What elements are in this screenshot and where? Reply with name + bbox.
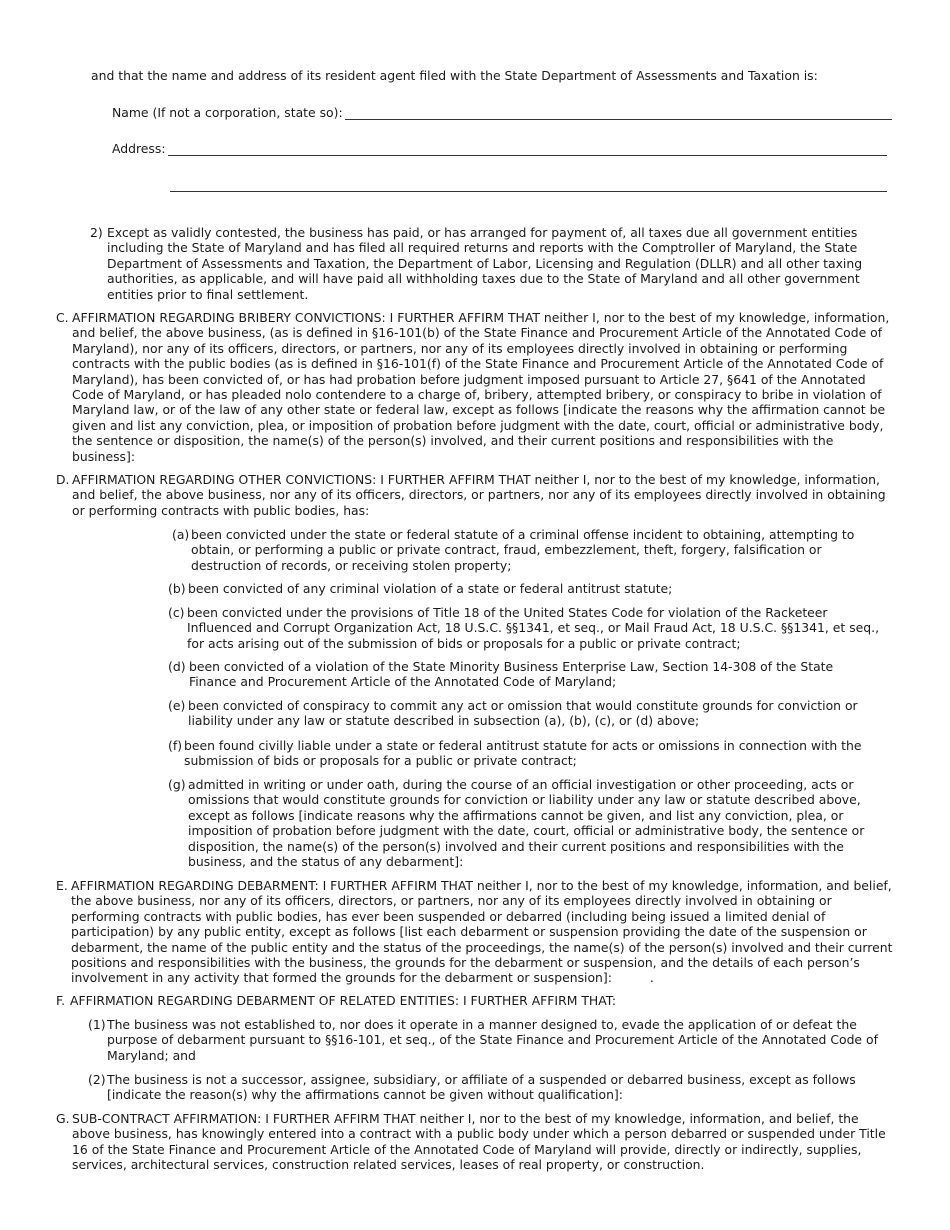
- section-f-item-1: [88, 1017, 891, 1063]
- name-field-row: [112, 105, 892, 120]
- section-g: [56, 1111, 896, 1173]
- item-d-text: been convicted of a violation of the State Minority Business Enterprise Law, Section 14-308 of the State Finance and Procurement Article of the Annotated Code of Maryland;: [189, 659, 834, 690]
- item-2-text: The business is not a successor, assignee, subsidiary, or affiliate of a suspended or debarred business, except as follows [indicate the reason(s) why the affirmations cannot be given without qualification]:: [107, 1072, 856, 1103]
- item-a-marker: (a): [172, 527, 190, 542]
- address-line-2-row: [170, 179, 887, 192]
- address-field-line-1[interactable]: [168, 143, 887, 156]
- section-c: [56, 310, 896, 464]
- taxes-marker: 2): [90, 225, 103, 240]
- item-d-marker: (d): [168, 659, 186, 674]
- section-f-text: AFFIRMATION REGARDING DEBARMENT OF RELATED ENTITIES: I FURTHER AFFIRM THAT:: [70, 993, 617, 1008]
- section-d-text: AFFIRMATION REGARDING OTHER CONVICTIONS: I FURTHER AFFIRM THAT neither I, nor to the best of my knowledge, information, and belief, the above business, nor any of its officers, directors, or partners, nor any of its employees directly involved in obtaining or performing contracts with public bodies, has:: [72, 472, 886, 518]
- section-g-text: SUB-CONTRACT AFFIRMATION: I FURTHER AFFIRM THAT neither I, nor to the best of my knowledge, information, and belief, the above business, has knowingly entered into a contract with a public body under which a person debarred or suspended under Title 16 of the State Finance and Procurement Article of the Annotated Code of Maryland will provide, directly or indirectly, supplies, services, architectural services, construction related services, leases of real property, or construction.: [72, 1111, 886, 1173]
- taxes-text: Except as validly contested, the business has paid, or has arranged for payment of, all taxes due all government entities including the State of Maryland and has filed all required returns and reports with the Comptroller of Maryland, the State Department of Assessments and Taxation, the Department of Labor, Licensing and Regulation (DLLR) and all other taxing authorities, as applicable, and will have paid all withholding taxes due to the State of Maryland and all other government entities prior to final settlement.: [107, 225, 863, 302]
- item-g-marker: (g): [168, 777, 186, 792]
- section-c-marker: C.: [56, 310, 69, 325]
- address-field-line-2[interactable]: [170, 179, 887, 192]
- section-d-item-b: [168, 581, 888, 596]
- item-1-marker: (1): [88, 1017, 106, 1032]
- taxes-paragraph: [90, 225, 890, 302]
- address-field-label: Address:: [112, 141, 166, 156]
- section-e: [56, 878, 896, 986]
- section-e-body: AFFIRMATION REGARDING DEBARMENT: I FURTHER AFFIRM THAT neither I, nor to the best of my knowledge, information, and belief, the above business, nor any of its officers, directors, or partners, nor any of its employees directly involved in obtaining or performing contracts with public bodies, has ever been suspended or debarred (including being issued a limited denial of participation) by any public entity, except as follows [list each debarment or suspension providing the date of the suspension or debarment, the name of the public entity and the status of the proceedings, the name(s) of the person(s) involved and their current positions and responsibilities with the business, the grounds for the debarment or suspension, and the details of each person’s involvement in any activity that formed the grounds for the debarment or suspension]:: [71, 878, 893, 986]
- section-d-item-d: [168, 659, 868, 690]
- item-f-text: been found civilly liable under a state or federal antitrust statute for acts or omissions in connection with the submission of bids or proposals for a public or private contract;: [184, 738, 862, 769]
- section-d-item-a: [172, 527, 872, 573]
- item-2-marker: (2): [88, 1072, 106, 1087]
- item-a-text: been convicted under the state or federal statute of a criminal offense incident to obtaining, attempting to obtain, or performing a public or private contract, fraud, embezzlement, theft, forgery, falsification or destruction of records, or receiving stolen property;: [191, 527, 855, 573]
- name-field-line[interactable]: [345, 107, 892, 120]
- section-c-text: AFFIRMATION REGARDING BRIBERY CONVICTIONS: I FURTHER AFFIRM THAT neither I, nor to the best of my knowledge, information, and belief, the above business, (as is defined in §16-101(b) of the State Finance and Procurement Article of the Annotated Code of Maryland), nor any of its officers, directors, or partners, nor any of its employees directly involved in obtaining or performing contracts with the public bodies (as is defined in §16-101(f) of the State Finance and Procurement Article of the Annotated Code of Maryland), has been convicted of, or has had probation before judgment imposed pursuant to Article 27, §641 of the Annotated Code of Maryland, or has pleaded nolo contendere to a charge of, bribery, attempted bribery, or conspiracy to bribe in violation of Maryland law, or of the law of any other state or federal law, except as follows [indicate the reasons why the affirmation cannot be given and list any conviction, plea, or imposition of probation before judgment with the date, court, official or administrative body, the sentence or disposition, the name(s) of the person(s) involved, and their current positions and responsibilities with the business]:: [72, 310, 890, 464]
- section-d-item-c: [168, 605, 888, 651]
- section-e-marker: E.: [56, 878, 68, 893]
- section-e-text: [71, 878, 896, 986]
- section-f-item-2: [88, 1072, 878, 1103]
- item-e-text: been convicted of conspiracy to commit any act or omission that would constitute grounds for conviction or liability under any law or statute described in subsection (a), (b), (c), or (d) above;: [188, 698, 858, 729]
- section-f: [56, 993, 896, 1008]
- name-field-label: Name (If not a corporation, state so):: [112, 105, 343, 120]
- section-d-item-f: [168, 738, 890, 769]
- section-f-marker: F.: [56, 993, 66, 1008]
- item-b-text: been convicted of any criminal violation of a state or federal antitrust statute;: [188, 581, 673, 596]
- section-d-item-g: [168, 777, 888, 869]
- section-d: [56, 472, 896, 518]
- section-g-marker: G.: [56, 1111, 70, 1126]
- item-b-marker: (b): [168, 581, 186, 596]
- item-c-text: been convicted under the provisions of Title 18 of the United States Code for violation of the Racketeer Influenced and Corrupt Organization Act, 18 U.S.C. §§1341, et seq., or Mail Fraud Act, 18 U.S.C. §§1341, et seq., for acts arising out of the submission of bids or proposals for a public or private contract;: [187, 605, 880, 651]
- item-c-marker: (c): [168, 605, 185, 620]
- item-f-marker: (f): [168, 738, 183, 753]
- resident-agent-intro: and that the name and address of its resident agent filed with the State Department of Assessments and Taxation is:: [91, 68, 818, 83]
- address-field-row: [112, 141, 887, 156]
- item-1-text: The business was not established to, nor does it operate in a manner designed to, evade the application of or defeat the purpose of debarment pursuant to §§16-101, et seq., of the State Finance and Procurement Article of the Annotated Code of Maryland; and: [107, 1017, 878, 1063]
- section-d-marker: D.: [56, 472, 70, 487]
- section-e-trailing-period: .: [649, 970, 654, 986]
- item-e-marker: (e): [168, 698, 186, 713]
- item-g-text: admitted in writing or under oath, during the course of an official investigation or other proceeding, acts or omissions that would constitute grounds for conviction or liability under any law or statute described above, except as follows [indicate reasons why the affirmations cannot be given, and list any conviction, plea, or imposition of probation before judgment with the date, court, official or administrative body, the sentence or disposition, the name(s) of the person(s) involved and their current positions and responsibilities with the business, and the status of any debarment]:: [188, 777, 865, 870]
- section-d-item-e: [168, 698, 888, 729]
